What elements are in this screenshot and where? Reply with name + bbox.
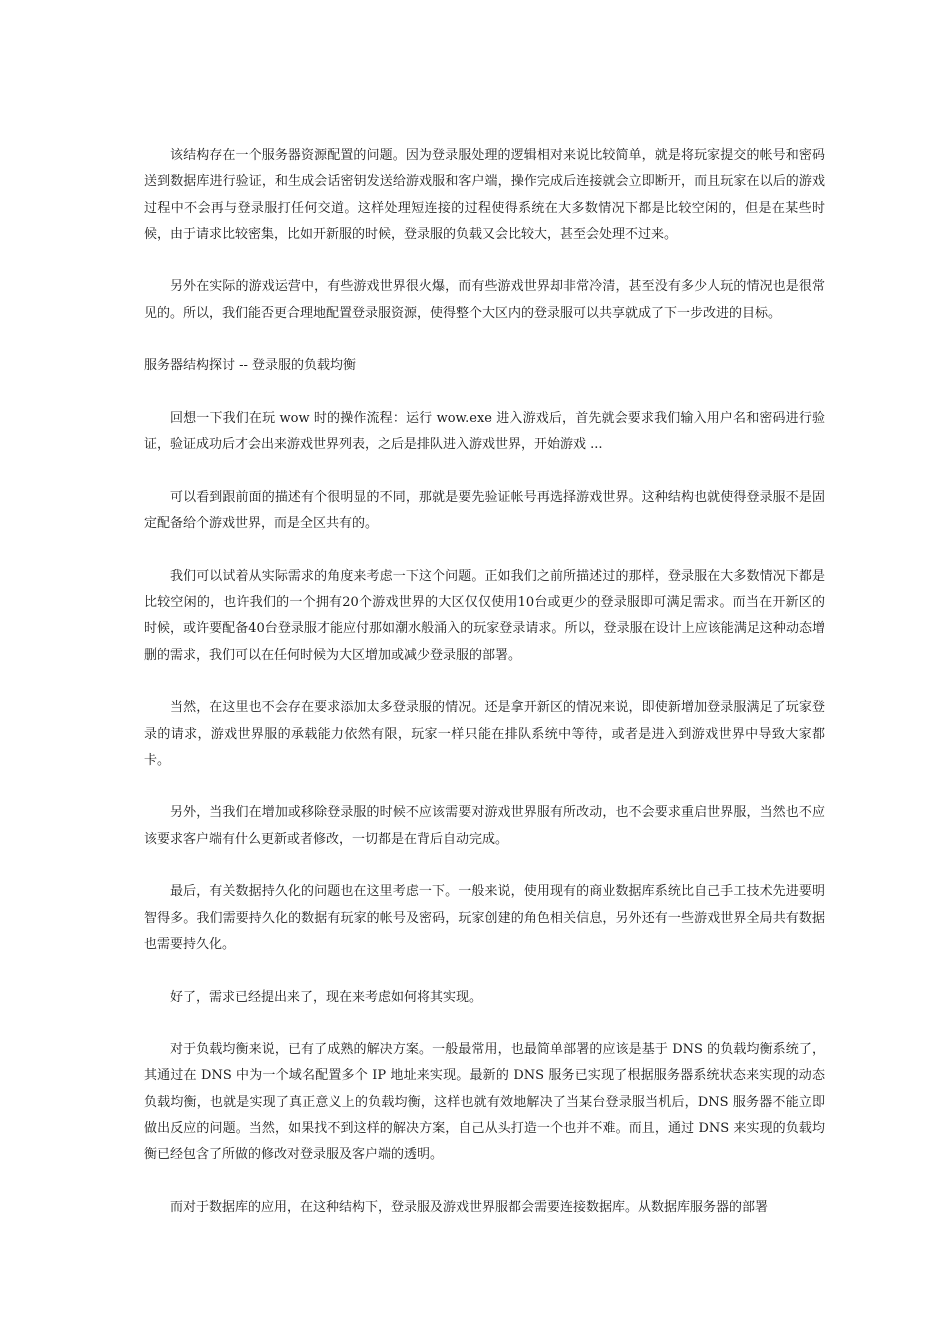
paragraph-dns-load-balancing: 对于负载均衡来说，已有了成熟的解决方案。一般最常用，也最简单部署的应该是基于 DNS 的负载均衡系统了，其通过在 DNS 中为一个域名配置多个 IP 地址来实现。最新的 DNS 服务已实现了根据服务器系统状态来实现的动态负载均衡，也就是实现了真正意义上的负载均衡，这样也就有效地解决了当某台登录服当机后，DNS 服务器不能立即做出反应的问题。当然，如果找不到这样的解决方案，自己从头打造一个也并不难。而且，通过 DNS 来实现的负载均衡已经包含了所做的修改对登录服及客户端的透明。 — [144, 1042, 825, 1163]
paragraph-database: 而对于数据库的应用，在这种结构下，登录服及游戏世界服都会需要连接数据库。从数据库服务器的部署 — [170, 1199, 769, 1215]
paragraph-persistence: 最后，有关数据持久化的问题也在这里考虑一下。一般来说，使用现有的商业数据库系统比自己手工技术先进要明智得多。我们需要持久化的数据有玩家的帐号及密码，玩家创建的角色相关信息，另外还有一些游戏世界全局共有数据也需要持久化。 — [144, 884, 825, 952]
paragraph-transparent-change: 另外，当我们在增加或移除登录服的时候不应该需要对游戏世界服有所改动，也不会要求重启世界服，当然也不应该要求客户端有什么更新或者修改，一切都是在背后自动完成。 — [144, 805, 825, 847]
paragraph-shared-login: 可以看到跟前面的描述有个很明显的不同，那就是要先验证帐号再选择游戏世界。这种结构也就使得登录服不是固定配备给个游戏世界，而是全区共有的。 — [144, 489, 825, 532]
paragraph-dynamic-scaling: 我们可以试着从实际需求的角度来考虑一下这个问题。正如我们之前所描述过的那样，登录服在大多数情况下都是比较空闲的，也许我们的一个拥有20个游戏世界的大区仅仅使用10台或更少的登录服即可满足需求。而当在开新区的时候，或许要配备40台登录服才能应付那如潮水般涌入的玩家登录请求。所以，登录服在设计上应该能满足这种动态增删的需求，我们可以在任何时候为大区增加或减少登录服的部署。 — [144, 568, 825, 663]
paragraph-resource-config: 该结构存在一个服务器资源配置的问题。因为登录服处理的逻辑相对来说比较简单，就是将玩家提交的帐号和密码送到数据库进行验证，和生成会话密钥发送给游戏服和客户端，操作完成后连接就会立即断开，而且玩家在以后的游戏过程中不会再与登录服打任何交道。这样处理短连接的过程使得系统在大多数情况下都是比较空闲的，但是在某些时候，由于请求比较密集，比如开新服的时候，登录服的负载又会比较大，甚至会处理不过来。 — [144, 148, 825, 242]
paragraph-implementation-intro: 好了，需求已经提出来了，现在来考虑如何将其实现。 — [170, 989, 483, 1005]
section-heading: 服务器结构探讨 -- 登录服的负载均衡 — [144, 358, 357, 374]
document-body — [144, 143, 825, 1247]
paragraph-capacity-limit: 当然，在这里也不会存在要求添加太多登录服的情况。还是拿开新区的情况来说，即使新增加登录服满足了玩家登录的请求，游戏世界服的承载能力依然有限，玩家一样只能在排队系统中等待，或者是进入到游戏世界中导致大家都卡。 — [144, 700, 825, 768]
paragraph-world-popularity: 另外在实际的游戏运营中，有些游戏世界很火爆，而有些游戏世界却非常冷清，甚至没有多少人玩的情况也是很常见的。所以，我们能否更合理地配置登录服资源，使得整个大区内的登录服可以共享就成了下一步改进的目标。 — [144, 279, 825, 321]
paragraph-wow-flow: 回想一下我们在玩 wow 时的操作流程：运行 wow.exe 进入游戏后，首先就会要求我们输入用户名和密码进行验证，验证成功后才会出来游戏世界列表，之后是排队进入游戏世界，开始游戏 ... — [144, 410, 825, 453]
